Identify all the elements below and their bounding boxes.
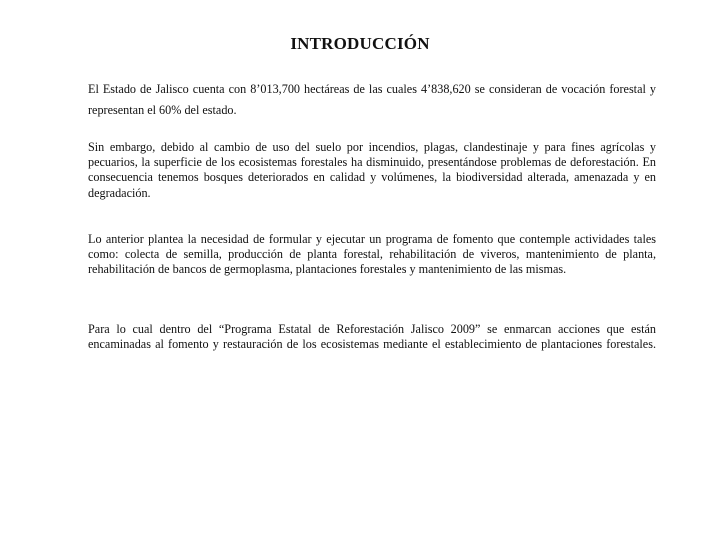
paragraph-2: Sin embargo, debido al cambio de uso del suelo por incendios, plagas, clandestinaje y para fines agrícolas y pecuarios, la superficie de los ecosistemas forestales ha disminuido, presentándose problemas de deforestación. En consecuencia tenemos bosques deteriorados en calidad y volúmenes, la biodiversidad alterada, amenazada y en degradación. [88, 140, 656, 200]
paragraph-4: Para lo cual dentro del “Programa Estatal de Reforestación Jalisco 2009” se enmarcan acciones que están encaminadas al fomento y restauración de los ecosistemas mediante el establecimiento de plantaciones forestales. [88, 322, 656, 352]
page-title: INTRODUCCIÓN [290, 34, 430, 53]
paragraph-1: El Estado de Jalisco cuenta con 8’013,700 hectáreas de las cuales 4’838,620 se consideran de vocación forestal y representan el 60% del estado. [88, 82, 656, 117]
paragraph-3: Lo anterior plantea la necesidad de formular y ejecutar un programa de fomento que contemple actividades tales como: colecta de semilla, producción de planta forestal, rehabilitación de viveros, mantenimiento de planta, rehabilitación de bancos de germoplasma, plantaciones forestales y mantenimiento de las mismas. [88, 232, 656, 277]
